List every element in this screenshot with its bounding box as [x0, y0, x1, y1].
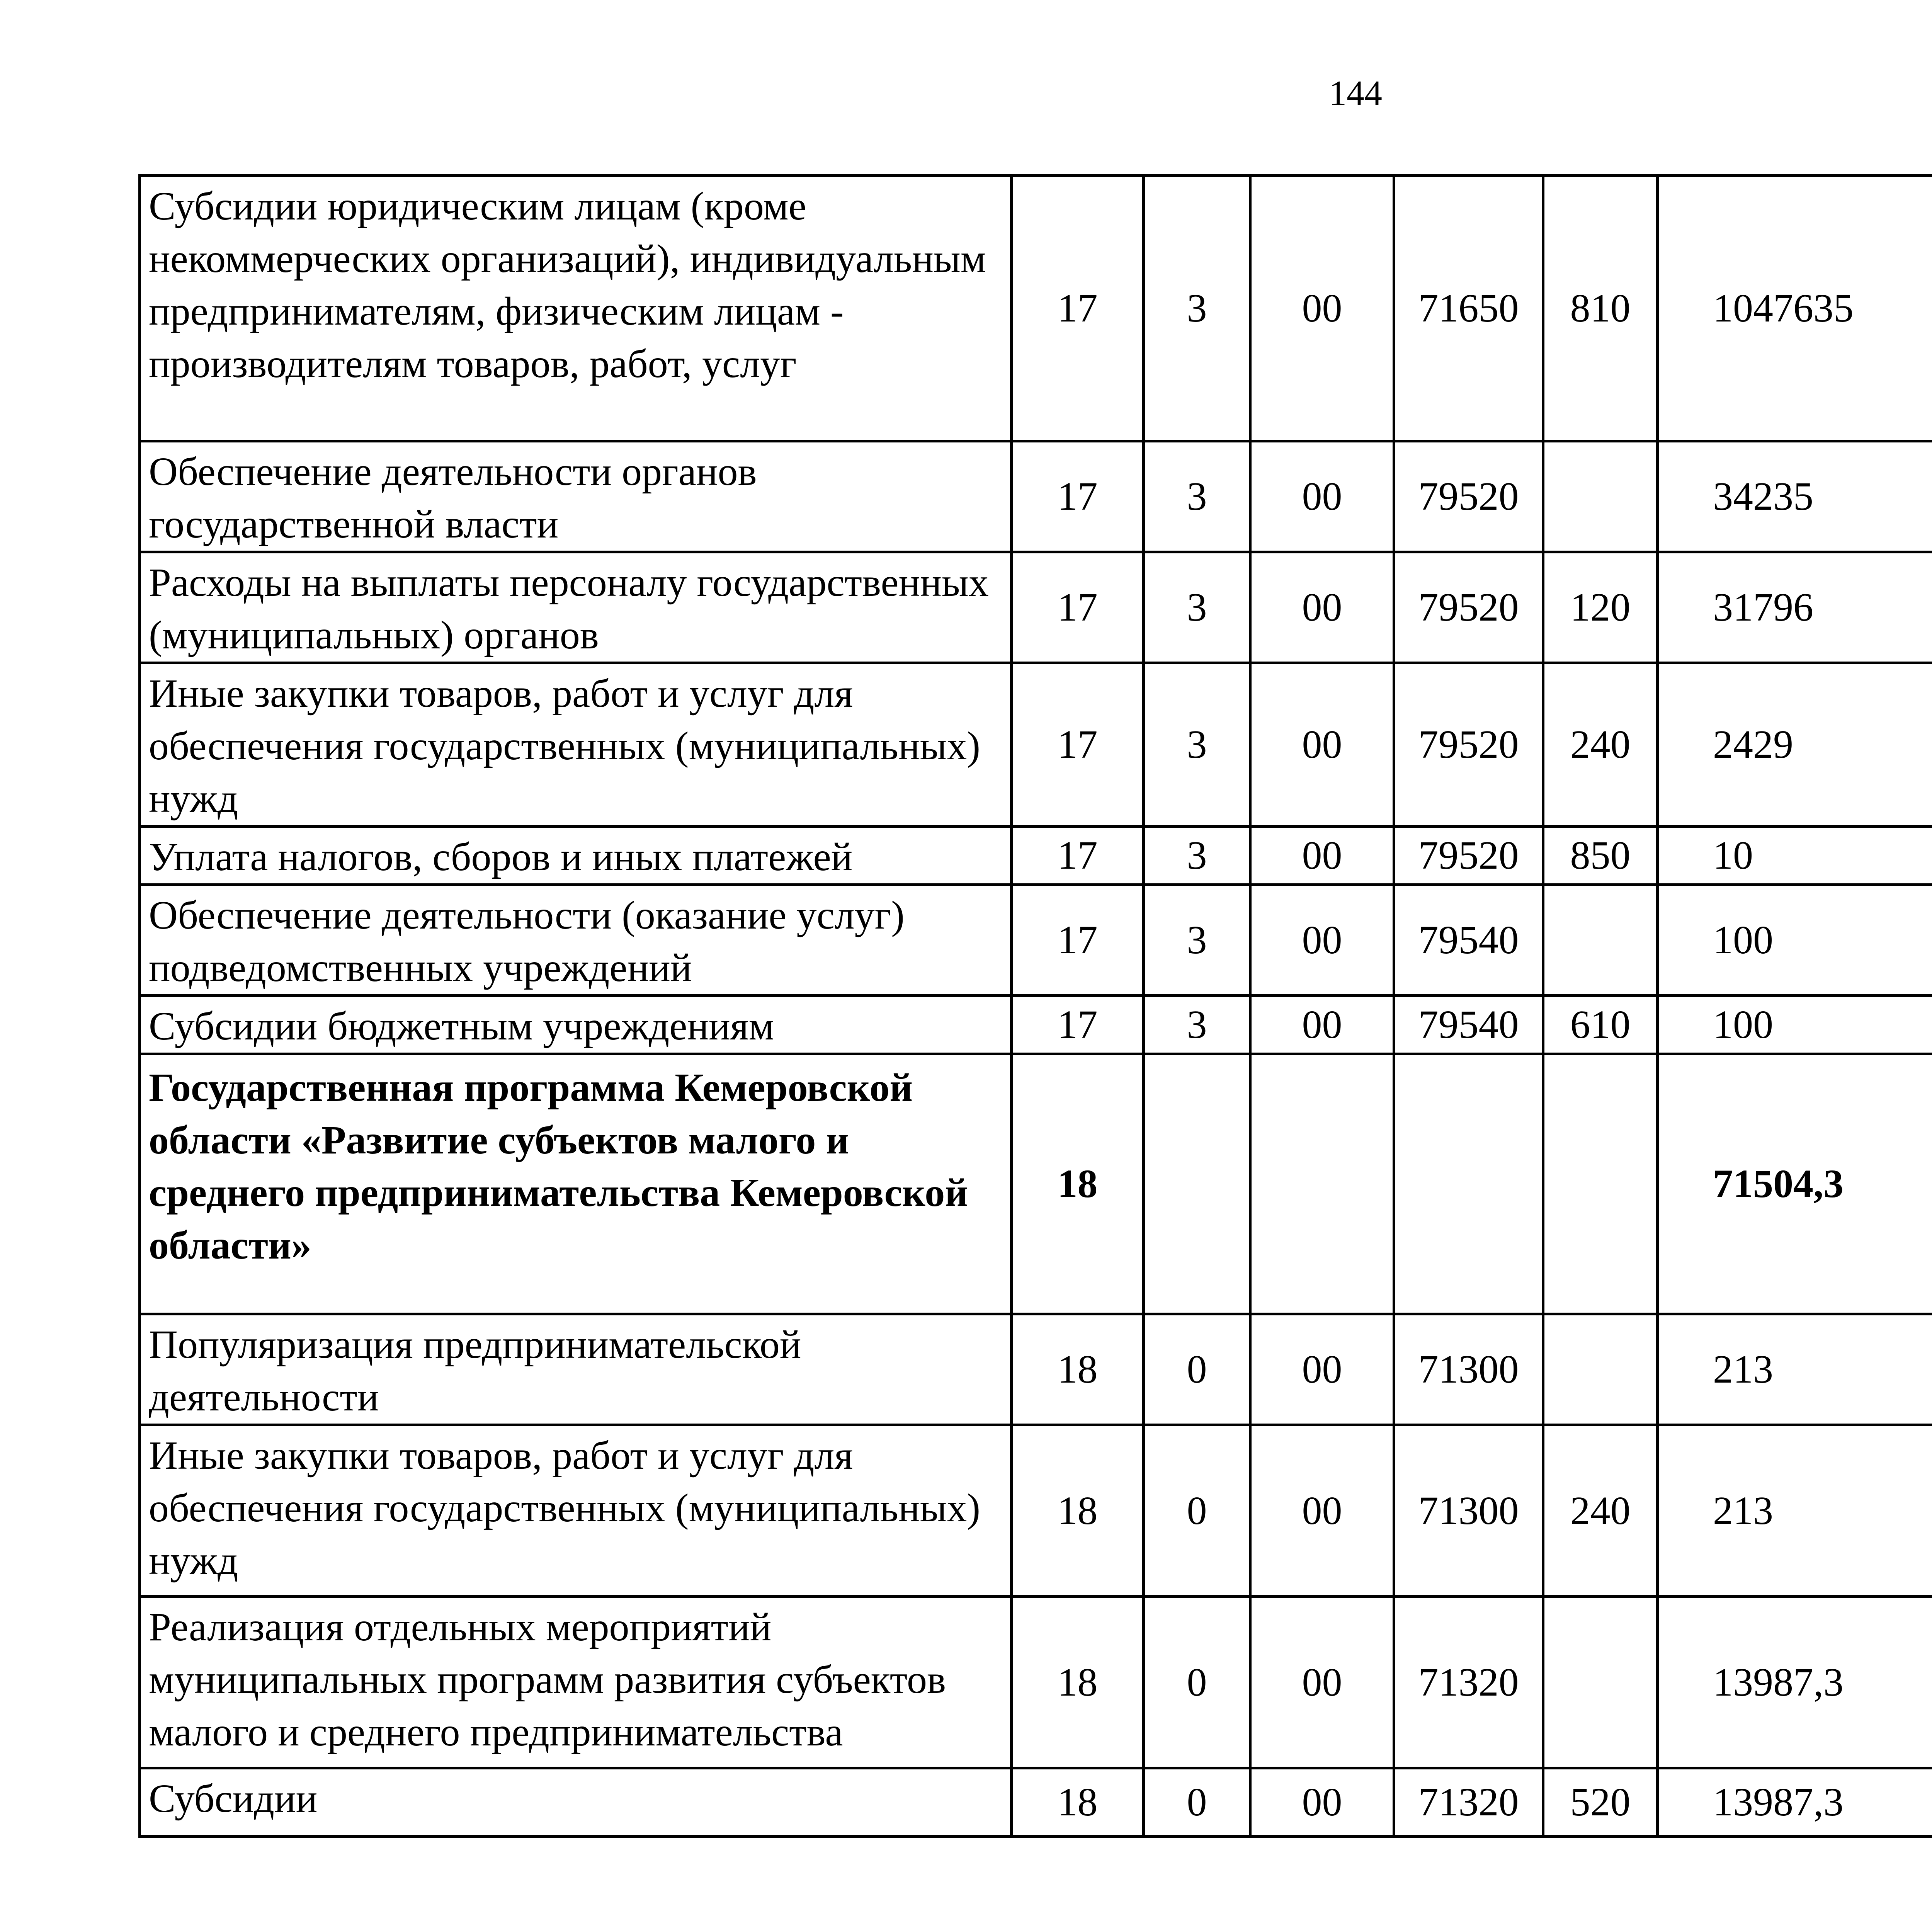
code-event: 00 [1250, 996, 1394, 1054]
code-direction: 79540 [1394, 885, 1543, 996]
code-subprogram: 0 [1144, 1768, 1250, 1837]
code-program: 18 [1012, 1425, 1144, 1597]
code-expense-type [1543, 441, 1658, 552]
amount-year-1: 213 [1658, 1314, 1932, 1425]
item-name: Реализация отдельных мероприятий муниципальных программ развития субъектов малого и среднего предпринимательства [140, 1597, 1012, 1768]
code-expense-type: 610 [1543, 996, 1658, 1054]
code-direction: 71650 [1394, 176, 1543, 441]
code-expense-type: 850 [1543, 827, 1658, 885]
amount-year-1: 2429 [1658, 663, 1932, 827]
code-event: 00 [1250, 663, 1394, 827]
amount-year-1: 31796 [1658, 552, 1932, 663]
amount-year-1: 71504,3 [1658, 1054, 1932, 1314]
amount-year-1: 13987,3 [1658, 1768, 1932, 1837]
code-direction: 79520 [1394, 441, 1543, 552]
code-event [1250, 1054, 1394, 1314]
table-row [140, 1054, 1932, 1314]
table-row [140, 663, 1932, 827]
code-direction: 71320 [1394, 1597, 1543, 1768]
code-expense-type: 120 [1543, 552, 1658, 663]
code-event: 00 [1250, 885, 1394, 996]
code-program: 17 [1012, 663, 1144, 827]
code-subprogram: 3 [1144, 996, 1250, 1054]
code-event: 00 [1250, 1314, 1394, 1425]
code-expense-type: 810 [1543, 176, 1658, 441]
table-row [140, 996, 1932, 1054]
code-program: 17 [1012, 996, 1144, 1054]
code-expense-type: 240 [1543, 663, 1658, 827]
code-direction: 79520 [1394, 827, 1543, 885]
amount-year-1: 10 [1658, 827, 1932, 885]
code-direction: 79520 [1394, 552, 1543, 663]
code-event: 00 [1250, 176, 1394, 441]
code-program: 18 [1012, 1054, 1144, 1314]
amount-year-1: 213 [1658, 1425, 1932, 1597]
table-row [140, 1768, 1932, 1837]
amount-year-1: 34235 [1658, 441, 1932, 552]
code-direction: 71300 [1394, 1314, 1543, 1425]
code-subprogram: 3 [1144, 827, 1250, 885]
table-row [140, 1314, 1932, 1425]
item-name: Субсидии бюджетным учреждениям [140, 996, 1012, 1054]
amount-year-1: 13987,3 [1658, 1597, 1932, 1768]
table-row [140, 885, 1932, 996]
amount-year-1: 100 [1658, 885, 1932, 996]
code-program: 17 [1012, 885, 1144, 996]
code-expense-type [1543, 885, 1658, 996]
table-row [140, 1597, 1932, 1768]
code-program: 18 [1012, 1314, 1144, 1425]
code-program: 17 [1012, 827, 1144, 885]
code-program: 18 [1012, 1768, 1144, 1837]
item-name: Популяризация предпринимательской деятельности [140, 1314, 1012, 1425]
code-direction [1394, 1054, 1543, 1314]
code-expense-type [1543, 1054, 1658, 1314]
code-subprogram: 0 [1144, 1314, 1250, 1425]
item-name: Обеспечение деятельности органов государственной власти [140, 441, 1012, 552]
code-direction: 71320 [1394, 1768, 1543, 1837]
budget-table [138, 174, 1932, 1838]
table-row [140, 827, 1932, 885]
code-expense-type: 240 [1543, 1425, 1658, 1597]
code-subprogram: 0 [1144, 1425, 1250, 1597]
code-event: 00 [1250, 827, 1394, 885]
code-expense-type [1543, 1597, 1658, 1768]
code-expense-type [1543, 1314, 1658, 1425]
code-expense-type: 520 [1543, 1768, 1658, 1837]
item-name: Субсидии [140, 1768, 1012, 1837]
amount-year-1: 100 [1658, 996, 1932, 1054]
code-direction: 79540 [1394, 996, 1543, 1054]
code-event: 00 [1250, 1597, 1394, 1768]
code-subprogram: 0 [1144, 1597, 1250, 1768]
code-subprogram: 3 [1144, 663, 1250, 827]
code-event: 00 [1250, 1425, 1394, 1597]
table-row [140, 552, 1932, 663]
amount-year-1: 1047635 [1658, 176, 1932, 441]
item-name: Иные закупки товаров, работ и услуг для обеспечения государственных (муниципальных) нужд [140, 663, 1012, 827]
code-program: 17 [1012, 176, 1144, 441]
code-subprogram: 3 [1144, 176, 1250, 441]
code-program: 17 [1012, 441, 1144, 552]
code-subprogram: 3 [1144, 885, 1250, 996]
code-direction: 71300 [1394, 1425, 1543, 1597]
table-row [140, 176, 1932, 441]
page-number: 144 [1329, 73, 1382, 113]
code-program: 17 [1012, 552, 1144, 663]
item-name: Уплата налогов, сборов и иных платежей [140, 827, 1012, 885]
code-event: 00 [1250, 441, 1394, 552]
code-program: 18 [1012, 1597, 1144, 1768]
code-event: 00 [1250, 552, 1394, 663]
item-name: Обеспечение деятельности (оказание услуг) подведомственных учреждений [140, 885, 1012, 996]
code-subprogram: 3 [1144, 552, 1250, 663]
item-name: Иные закупки товаров, работ и услуг для обеспечения государственных (муниципальных) нужд [140, 1425, 1012, 1597]
item-name: Субсидии юридическим лицам (кроме некоммерческих организаций), индивидуальным предпринимателям, физическим лицам - производителям товаров, работ, услуг [140, 176, 1012, 441]
item-name: Расходы на выплаты персоналу государственных (муниципальных) органов [140, 552, 1012, 663]
code-subprogram [1144, 1054, 1250, 1314]
item-name: Государственная программа Кемеровской области «Развитие субъектов малого и среднего предпринимательства Кемеровской области» [140, 1054, 1012, 1314]
table-row [140, 441, 1932, 552]
code-direction: 79520 [1394, 663, 1543, 827]
table-row [140, 1425, 1932, 1597]
code-subprogram: 3 [1144, 441, 1250, 552]
code-event: 00 [1250, 1768, 1394, 1837]
